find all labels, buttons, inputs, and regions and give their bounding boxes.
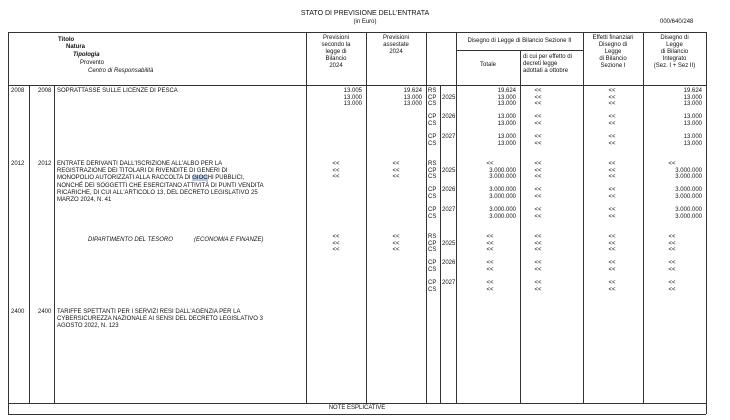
ddl-effetto-value: << — [534, 207, 542, 214]
prev-legge-value: 13.005 — [343, 88, 362, 94]
fiscal-year: 2027 — [442, 207, 456, 214]
integrato-value: << — [668, 240, 676, 247]
header-titolo: Titolo — [58, 37, 75, 43]
ddl-effetto-value: << — [534, 240, 542, 247]
ddl-totale-value: << — [486, 286, 494, 293]
integrato-value: 13.000 — [683, 94, 702, 101]
page-code: 000/640/248 — [660, 19, 694, 25]
header-ddl-group: Disegno di Legge di Bilancio Sezione II — [467, 38, 572, 44]
row-description-line: MONOPOLIO AUTORIZZATI ALLA RACCOLTA DI GIOCHI PUBBLICI, — [57, 175, 245, 182]
amount-type-code: CP — [428, 207, 437, 214]
amount-type-code: CS — [428, 101, 437, 108]
ddl-totale-value: 13.000 — [497, 114, 516, 121]
ddl-effetto-value: << — [534, 247, 542, 254]
effetti-sez1-value: << — [608, 167, 616, 174]
effetti-sez1-value: << — [608, 134, 616, 141]
integrato-value: << — [668, 267, 676, 273]
fiscal-year: 2027 — [442, 280, 456, 287]
amount-type-code: CP — [428, 114, 437, 121]
effetti-sez1-value: << — [608, 234, 616, 240]
prev-legge-value: << — [332, 234, 340, 240]
header-natura: Natura — [66, 44, 86, 50]
prev-legge-value: << — [332, 167, 340, 174]
ddl-totale-value: << — [486, 260, 494, 267]
ddl-effetto-value: << — [534, 88, 542, 94]
ddl-totale-value: << — [486, 267, 494, 273]
prev-assestate-value: 13.000 — [403, 94, 422, 101]
ddl-totale-value: << — [486, 280, 494, 287]
effetti-sez1-value: << — [608, 247, 616, 254]
row-description-line: CYBERSICUREZZA NAZIONALE AI SENSI DEL DECRETO LEGISLATIVO 3 — [57, 316, 263, 323]
ddl-effetto-value: << — [534, 174, 542, 181]
header-prev-assestate: Previsioni assestate 2024 — [382, 35, 409, 55]
ddl-effetto-value: << — [534, 280, 542, 287]
effetti-sez1-value: << — [608, 161, 616, 167]
ddl-totale-value: 3.000.000 — [489, 213, 516, 220]
prev-assestate-value: << — [392, 240, 400, 247]
integrato-value: 13.000 — [683, 101, 702, 108]
row-description-line: MARZO 2024, N. 41 — [57, 197, 112, 203]
row-description-line: REGISTRAZIONE DEI TITOLARI DI RIVENDITE DI GENERI DI — [57, 168, 228, 175]
ddl-totale-value: << — [486, 247, 494, 254]
effetti-sez1-value: << — [608, 174, 616, 181]
ddl-totale-value: << — [486, 161, 494, 167]
department-name: DIPARTIMENTO DEL TESORO — [88, 237, 173, 243]
capitolo-number: 2008 — [11, 88, 25, 94]
effetti-sez1-value: << — [608, 88, 616, 94]
amount-type-code: RS — [428, 88, 437, 94]
ddl-effetto-value: << — [534, 121, 542, 127]
integrato-value: 13.000 — [683, 134, 702, 141]
fiscal-year: 2025 — [442, 240, 456, 247]
search-highlight: GIOC — [192, 175, 208, 182]
amount-type-code: CP — [428, 187, 437, 194]
effetti-sez1-value: << — [608, 140, 616, 147]
amount-type-code: CP — [428, 240, 437, 247]
effetti-sez1-value: << — [608, 240, 616, 247]
row-description-line: ENTRATE DERIVANTI DALL'ISCRIZIONE ALL'ALBO PER LA — [57, 161, 223, 167]
articolo-number: 2400 — [38, 309, 52, 315]
capitolo-number: 2400 — [11, 309, 25, 315]
prev-assestate-value: << — [392, 167, 400, 174]
header-prev-legge: Previsioni secondo la legge di Bilancio 2024 — [321, 35, 351, 69]
row-description-line: NONCHÉ DEI SOGGETTI CHE ESERCITANO ATTIVITÀ DI PUNTI VENDITA — [57, 182, 264, 189]
amount-type-code: CS — [428, 121, 437, 127]
ddl-effetto-value: << — [534, 213, 542, 220]
integrato-value: << — [668, 161, 676, 167]
ddl-effetto-value: << — [534, 161, 542, 167]
prev-legge-value: << — [332, 247, 340, 254]
amount-type-code: CS — [428, 140, 437, 147]
effetti-sez1-value: << — [608, 101, 616, 108]
ddl-effetto-value: << — [534, 267, 542, 273]
integrato-value: 3.000.000 — [675, 194, 702, 200]
effetti-sez1-value: << — [608, 260, 616, 267]
amount-type-code: CP — [428, 280, 437, 287]
integrato-value: << — [668, 247, 676, 254]
fiscal-year: 2025 — [442, 94, 456, 101]
ddl-effetto-value: << — [534, 134, 542, 141]
amount-type-code: CS — [428, 286, 437, 293]
ddl-totale-value: << — [486, 240, 494, 247]
fiscal-year: 2026 — [442, 187, 456, 194]
ddl-effetto-value: << — [534, 194, 542, 200]
ddl-totale-value: 13.000 — [497, 121, 516, 127]
integrato-value: 13.000 — [683, 140, 702, 147]
prev-assestate-value: << — [392, 247, 400, 254]
capitolo-number: 2012 — [11, 161, 25, 167]
prev-assestate-value: << — [392, 234, 400, 240]
integrato-value: 13.000 — [683, 114, 702, 121]
ddl-totale-value: 13.000 — [497, 101, 516, 108]
amount-type-code: CS — [428, 267, 437, 273]
amount-type-code: CS — [428, 174, 437, 181]
articolo-number: 2008 — [38, 88, 52, 94]
ddl-totale-value: << — [486, 234, 494, 240]
ddl-effetto-value: << — [534, 140, 542, 147]
effetti-sez1-value: << — [608, 194, 616, 200]
ddl-totale-value: 13.000 — [497, 94, 516, 101]
header-ddl-effetto: di cui per effetto di decreti legge adottati a ottobre — [523, 54, 572, 74]
ddl-totale-value: 3.000.000 — [489, 174, 516, 181]
header-ddl-totale: Totale — [479, 62, 496, 68]
amount-type-code: CP — [428, 134, 437, 141]
fiscal-year: 2026 — [442, 260, 456, 267]
ddl-totale-value: 13.000 — [497, 134, 516, 141]
effetti-sez1-value: << — [608, 207, 616, 214]
ddl-effetto-value: << — [534, 187, 542, 194]
prev-legge-value: << — [332, 240, 340, 247]
row-description-line: AGOSTO 2022, N. 123 — [57, 323, 119, 330]
ddl-totale-value: 3.000.000 — [489, 167, 516, 174]
integrato-value: 19.624 — [683, 88, 702, 94]
prev-legge-value: << — [332, 161, 340, 167]
amount-type-code: CP — [428, 167, 437, 174]
effetti-sez1-value: << — [608, 121, 616, 127]
effetti-sez1-value: << — [608, 94, 616, 101]
header-effetti: Effetti finanziari Disegno di Legge di Bilancio Sezione I — [592, 35, 634, 69]
header-centro: Centro di Responsabilità — [88, 68, 154, 74]
page-title: STATO DI PREVISIONE DELL'ENTRATA — [300, 10, 430, 17]
ddl-effetto-value: << — [534, 286, 542, 293]
effetti-sez1-value: << — [608, 286, 616, 293]
effetti-sez1-value: << — [608, 213, 616, 220]
effetti-sez1-value: << — [608, 187, 616, 194]
prev-legge-value: << — [332, 174, 340, 181]
ddl-totale-value: 3.000.000 — [489, 187, 516, 194]
integrato-value: 13.000 — [683, 121, 702, 127]
ddl-effetto-value: << — [534, 260, 542, 267]
fiscal-year: 2025 — [442, 167, 456, 174]
header-tipologia: Tipologia — [73, 52, 100, 58]
integrato-value: 3.000.000 — [675, 174, 702, 181]
ddl-effetto-value: << — [534, 101, 542, 108]
effetti-sez1-value: << — [608, 280, 616, 287]
amount-type-code: CS — [428, 194, 437, 200]
integrato-value: 3.000.000 — [675, 213, 702, 220]
header-provento: Provento — [80, 60, 105, 66]
amount-type-code: CS — [428, 213, 437, 220]
amount-type-code: CP — [428, 260, 437, 267]
ddl-effetto-value: << — [534, 167, 542, 174]
prev-assestate-value: 19.624 — [403, 88, 422, 94]
ddl-effetto-value: << — [534, 94, 542, 101]
row-description-line: RICARICHE, DI CUI ALL'ARTICOLO 13, DEL DECRETO LEGISLATIVO 25 — [57, 189, 258, 196]
amount-type-code: CS — [428, 247, 437, 254]
fiscal-year: 2026 — [442, 114, 456, 121]
note-esplicative-label: NOTE ESPLICATIVE — [328, 405, 386, 411]
ddl-totale-value: 3.000.000 — [489, 207, 516, 214]
ddl-effetto-value: << — [534, 114, 542, 121]
articolo-number: 2012 — [38, 161, 52, 167]
amount-type-code: CP — [428, 94, 437, 101]
row-description-line: TARIFFE SPETTANTI PER I SERVIZI RESI DALL'AGENZIA PER LA — [57, 309, 241, 315]
prev-legge-value: 13.000 — [343, 101, 362, 108]
page-subtitle: (in Euro) — [353, 19, 377, 25]
integrato-value: 3.000.000 — [675, 167, 702, 174]
amount-type-code: RS — [428, 161, 437, 167]
department-ministry: (ECONOMIA E FINANZE) — [194, 237, 264, 243]
integrato-value: 3.000.000 — [675, 207, 702, 214]
ddl-totale-value: 13.000 — [497, 140, 516, 147]
effetti-sez1-value: << — [608, 267, 616, 273]
header-integrato: Disegno di Legge di Bilancio Integrato (Sez. I + Sez II) — [653, 35, 696, 69]
ddl-effetto-value: << — [534, 234, 542, 240]
integrato-value: << — [668, 234, 676, 240]
prev-assestate-value: << — [392, 174, 400, 181]
prev-assestate-value: << — [392, 161, 400, 167]
integrato-value: << — [668, 286, 676, 293]
amount-type-code: RS — [428, 234, 437, 240]
integrato-value: << — [668, 260, 676, 267]
fiscal-year: 2027 — [442, 134, 456, 141]
ddl-totale-value: 3.000.000 — [489, 194, 516, 200]
prev-assestate-value: 13.000 — [403, 101, 422, 108]
integrato-value: 3.000.000 — [675, 187, 702, 194]
ddl-totale-value: 19.624 — [497, 88, 516, 94]
effetti-sez1-value: << — [608, 114, 616, 121]
prev-legge-value: 13.000 — [343, 94, 362, 101]
integrato-value: << — [668, 280, 676, 287]
row-description: SOPRATTASSE SULLE LICENZE DI PESCA — [57, 88, 178, 94]
